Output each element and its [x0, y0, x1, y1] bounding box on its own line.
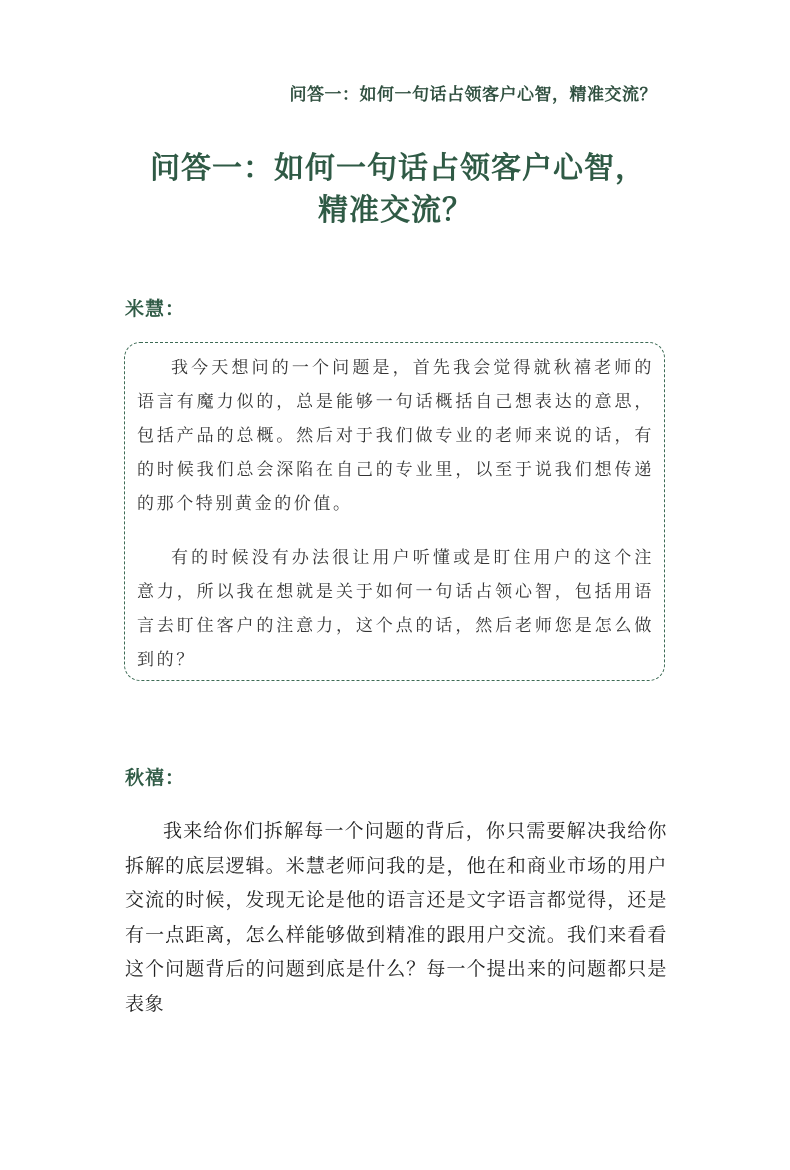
speaker-label-mihui: 米慧：	[125, 298, 186, 320]
speaker-label-qiuxi: 秋禧：	[125, 767, 186, 789]
chapter-title-line-2: 精准交流？	[318, 193, 473, 228]
chapter-title	[150, 148, 650, 232]
answer-paragraph: 我来给你们拆解每一个问题的背后，你只需要解决我给你拆解的底层逻辑。米慧老师问我的是，他在和商业市场的用户交流的时候，发现无论是他的语言还是文字语言都觉得，还是有一点距离，怎么样能够做到精准的跟用户交流。我们来看看这个问题背后的问题到底是什么？每一个提出来的问题都只是表象	[125, 820, 667, 1015]
answer-body	[125, 814, 667, 1021]
chapter-title-line-1: 问答一：如何一句话占领客户心智，	[150, 151, 646, 186]
question-paragraph: 我今天想问的一个问题是，首先我会觉得就秋禧老师的语言有魔力似的，总是能够一句话概括自己想表达的意思，包括产品的总概。然后对于我们做专业的老师来说的话，有的时候我们总会深陷在自己的专业里，以至于说我们想传递的那个特别黄金的价值。	[137, 358, 654, 514]
question-box	[124, 342, 665, 681]
question-paragraph: 有的时候没有办法很让用户听懂或是盯住用户的这个注意力，所以我在想就是关于如何一句话占领心智，包括用语言去盯住客户的注意力，这个点的话，然后老师您是怎么做到的？	[137, 548, 654, 670]
running-header: 问答一：如何一句话占领客户心智，精准交流？	[289, 85, 657, 105]
